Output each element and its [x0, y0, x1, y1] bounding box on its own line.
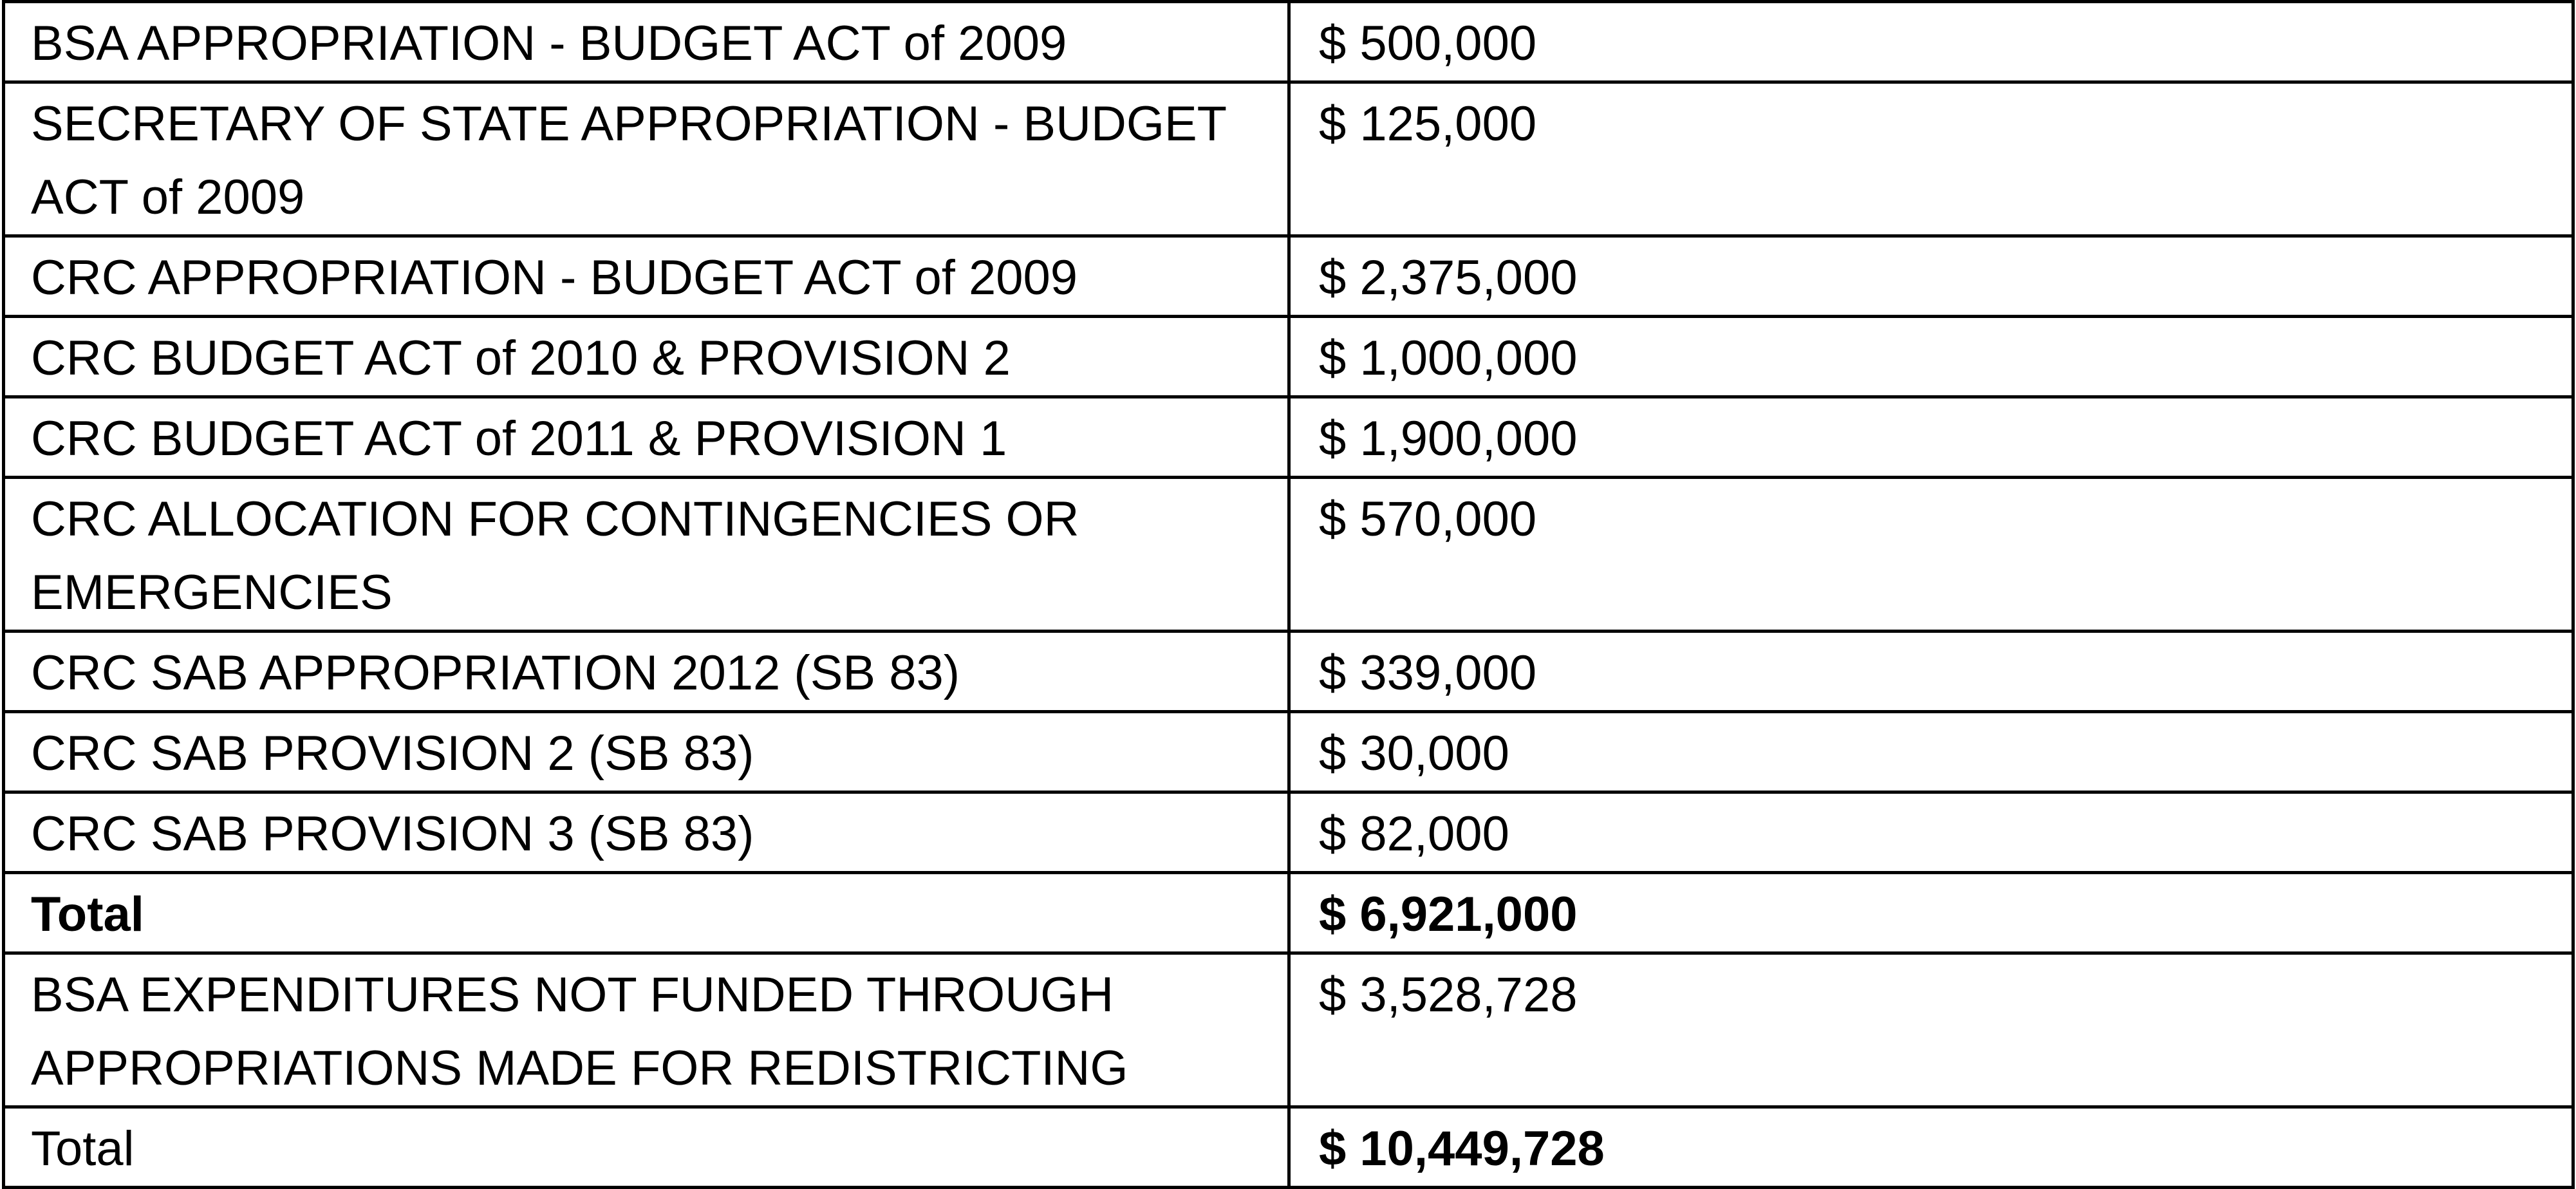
row-label: CRC BUDGET ACT of 2010 & PROVISION 2 [4, 317, 1289, 397]
table-row [4, 632, 2573, 712]
subtotal-label: Total [4, 873, 1289, 953]
row-amount: $ 570,000 [1289, 478, 2573, 632]
subtotal-amount: $ 6,921,000 [1289, 873, 2573, 953]
row-amount: $ 125,000 [1289, 82, 2573, 236]
appropriations-table [2, 0, 2575, 1189]
row-label: BSA EXPENDITURES NOT FUNDED THROUGH APPROPRIATIONS MADE FOR REDISTRICTING [4, 953, 1289, 1107]
table-row [4, 792, 2573, 873]
row-amount: $ 1,000,000 [1289, 317, 2573, 397]
row-amount: $ 82,000 [1289, 792, 2573, 873]
row-label: BSA APPROPRIATION - BUDGET ACT of 2009 [4, 2, 1289, 82]
table-row [4, 2, 2573, 82]
table-row [4, 317, 2573, 397]
table-row [4, 478, 2573, 632]
grand-total-row [4, 1107, 2573, 1188]
table-row [4, 712, 2573, 792]
grand-total-amount: $ 10,449,728 [1289, 1107, 2573, 1188]
table-row [4, 953, 2573, 1107]
row-label: CRC SAB APPROPRIATION 2012 (SB 83) [4, 632, 1289, 712]
row-amount: $ 3,528,728 [1289, 953, 2573, 1107]
row-amount: $ 2,375,000 [1289, 236, 2573, 317]
row-label: SECRETARY OF STATE APPROPRIATION - BUDGET ACT of 2009 [4, 82, 1289, 236]
table-row [4, 82, 2573, 236]
grand-total-label: Total [4, 1107, 1289, 1188]
subtotal-row [4, 873, 2573, 953]
table-row [4, 236, 2573, 317]
row-amount: $ 1,900,000 [1289, 397, 2573, 478]
row-amount: $ 500,000 [1289, 2, 2573, 82]
table-row [4, 397, 2573, 478]
row-amount: $ 30,000 [1289, 712, 2573, 792]
row-label: CRC ALLOCATION FOR CONTINGENCIES OR EMERGENCIES [4, 478, 1289, 632]
row-label: CRC APPROPRIATION - BUDGET ACT of 2009 [4, 236, 1289, 317]
row-label: CRC SAB PROVISION 3 (SB 83) [4, 792, 1289, 873]
row-label: CRC BUDGET ACT of 2011 & PROVISION 1 [4, 397, 1289, 478]
row-amount: $ 339,000 [1289, 632, 2573, 712]
row-label: CRC SAB PROVISION 2 (SB 83) [4, 712, 1289, 792]
